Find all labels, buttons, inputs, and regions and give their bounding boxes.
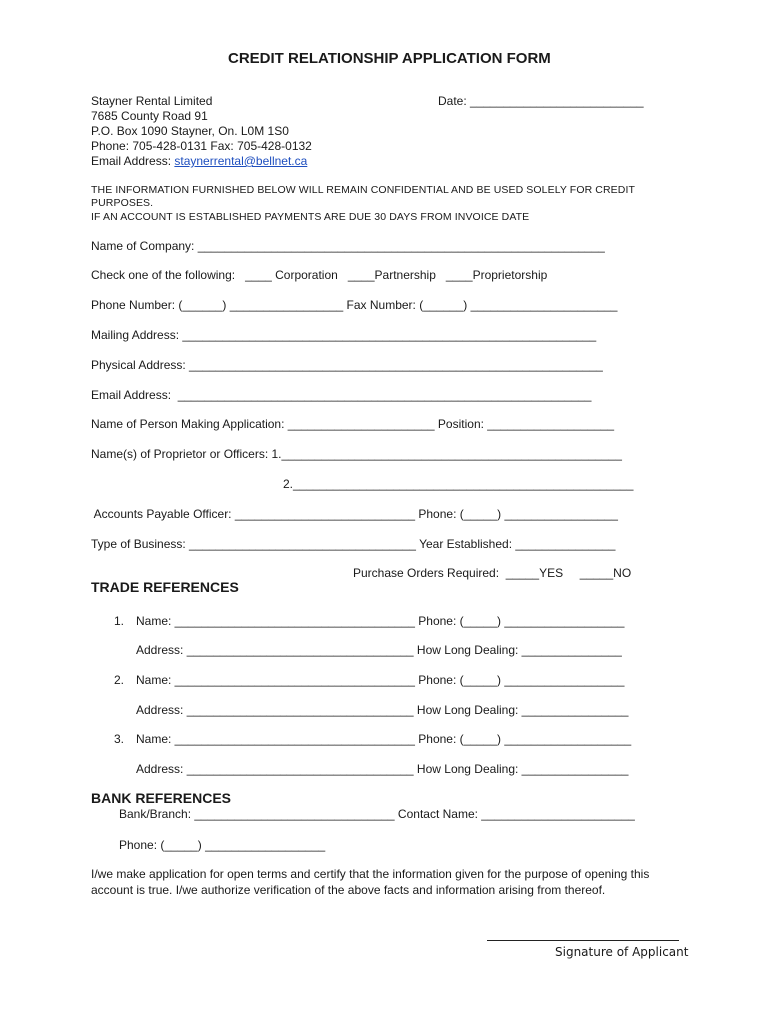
- purchase-orders-field[interactable]: Purchase Orders Required: _____YES _____NO: [353, 566, 632, 580]
- notice-line1: THE INFORMATION FURNISHED BELOW WILL REMAIN CONFIDENTIAL AND BE USED SOLELY FOR CREDIT: [91, 184, 635, 196]
- company-name: Stayner Rental Limited: [91, 94, 213, 108]
- bank-references-heading: BANK REFERENCES: [91, 790, 232, 806]
- trade-ref-3-name-field[interactable]: Name: ____________________________________ Phone: (_____) ___________________: [136, 732, 632, 746]
- officers-field-1[interactable]: Name(s) of Proprietor or Officers: 1.___________________________________________________: [91, 447, 622, 461]
- physical-address-field[interactable]: Physical Address: ______________________________________________________________: [91, 358, 603, 372]
- signature-line[interactable]: [487, 940, 679, 941]
- business-structure-field[interactable]: Check one of the following: ____ Corporation ____Partnership ____Proprietorship: [91, 268, 548, 282]
- trade-references-heading: TRADE REFERENCES: [91, 579, 239, 595]
- email-address-field[interactable]: Email Address: ______________________________________________________________: [91, 388, 592, 402]
- trade-ref-1-number: 1.: [114, 614, 125, 628]
- bank-phone-field[interactable]: Phone: (_____) __________________: [119, 838, 326, 852]
- trade-ref-1-address-field[interactable]: Address: __________________________________ How Long Dealing: _______________: [136, 643, 622, 657]
- applicant-field[interactable]: Name of Person Making Application: ______________________ Position: ___________________: [91, 417, 615, 431]
- company-name-field[interactable]: Name of Company: _____________________________________________________________: [91, 239, 605, 253]
- company-email-label: Email Address:: [91, 154, 175, 168]
- company-phone-fax: Phone: 705-428-0131 Fax: 705-428-0132: [91, 139, 312, 153]
- company-email-link[interactable]: staynerrental@bellnet.ca: [174, 154, 308, 168]
- trade-ref-2-address-field[interactable]: Address: __________________________________ How Long Dealing: ________________: [136, 703, 629, 717]
- company-address-line2: P.O. Box 1090 Stayner, On. L0M 1S0: [91, 124, 289, 138]
- trade-ref-3-number: 3.: [114, 732, 125, 746]
- notice-line2: PURPOSES.: [91, 197, 154, 209]
- mailing-address-field[interactable]: Mailing Address: ______________________________________________________________: [91, 328, 597, 342]
- trade-ref-3-address-field[interactable]: Address: __________________________________ How Long Dealing: ________________: [136, 762, 629, 776]
- certification-line1: I/we make application for open terms and certify that the information given for the purpose of opening this: [91, 867, 650, 881]
- trade-ref-1-name-field[interactable]: Name: ____________________________________ Phone: (_____) __________________: [136, 614, 625, 628]
- signature-label: Signature of Applicant: [555, 945, 689, 959]
- trade-ref-2-name-field[interactable]: Name: ____________________________________ Phone: (_____) __________________: [136, 673, 625, 687]
- bank-branch-field[interactable]: Bank/Branch: ______________________________ Contact Name: _______________________: [119, 807, 635, 821]
- form-title: CREDIT RELATIONSHIP APPLICATION FORM: [228, 50, 551, 67]
- trade-ref-2-number: 2.: [114, 673, 125, 687]
- certification-line2: account is true. I/we authorize verification of the above facts and information arising from thereof.: [91, 883, 606, 897]
- company-email-row: [91, 154, 307, 169]
- notice-line3: IF AN ACCOUNT IS ESTABLISHED PAYMENTS ARE DUE 30 DAYS FROM INVOICE DATE: [91, 211, 530, 223]
- company-address-line1: 7685 County Road 91: [91, 109, 208, 123]
- business-type-field[interactable]: Type of Business: __________________________________ Year Established: _______________: [91, 537, 616, 551]
- accounts-payable-field[interactable]: Accounts Payable Officer: ___________________________ Phone: (_____) _________________: [91, 507, 618, 521]
- date-field[interactable]: Date: __________________________: [438, 94, 644, 108]
- phone-fax-field[interactable]: Phone Number: (______) _________________ Fax Number: (______) ______________________: [91, 298, 618, 312]
- officers-field-2[interactable]: 2.___________________________________________________: [283, 477, 634, 491]
